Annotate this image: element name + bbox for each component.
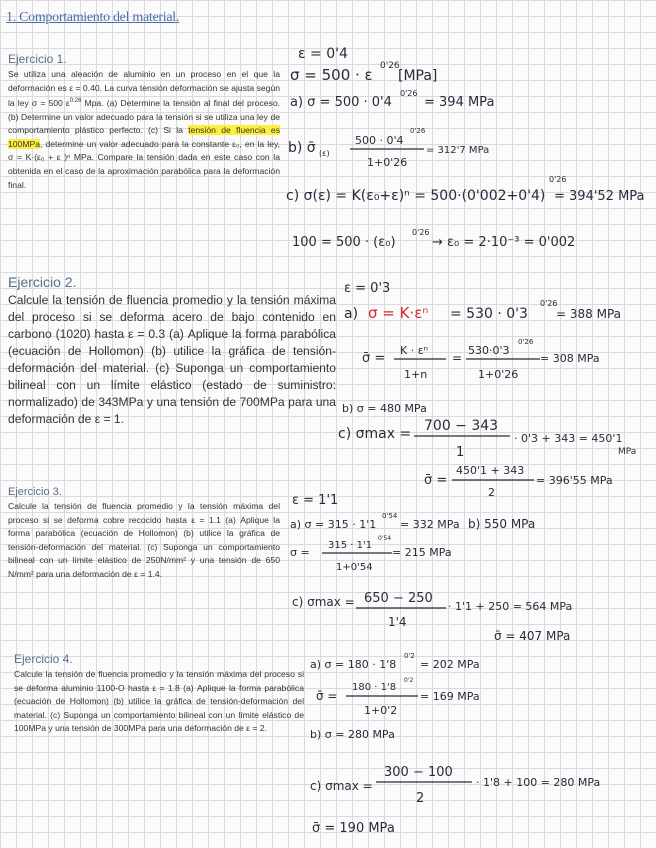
ex4-c-den: 2 <box>416 791 425 806</box>
ex2-a-res2: = 388 MPa <box>556 307 621 321</box>
ex1-a: a) σ = 500 · 0'4 <box>290 95 392 110</box>
ex4-a-exp: 0'2 <box>404 652 415 660</box>
exercise-4-text: Calcule la tensión de fluencia promedio y la tensión máxima del proceso si se deforma aluminio 1100-O hasta ε = 1.8 (a) Aplique la forma parabólica (ecuación de Hollomon) (b) utilice la gráfica de tensión-deformación del material. (c) Suponga un comportamiento bilineal con un límite elástico de 100MPa y una tensión de 300MPa para una deformación de ε = 2. <box>14 669 304 734</box>
ex4-mean-res: = 169 MPa <box>420 690 480 703</box>
ex2-mean-num2: 530·0'3 <box>468 344 510 357</box>
ex1-e0-exp: 0'26 <box>412 228 430 237</box>
ex2-mean-num2-exp: 0'26 <box>518 338 534 346</box>
ex4-mean-lhs: σ̄ = <box>316 689 338 703</box>
ex1-c: c) σ(ε) = K(ε₀+ε)ⁿ = 500·(0'002+0'4) <box>286 188 546 204</box>
ex1-b-res: = 312'7 MPa <box>426 145 490 156</box>
ex2-b: b) σ = 480 MPa <box>342 402 427 415</box>
exercise-1-highlight: tensión de fluencia es 100MPa <box>8 125 280 149</box>
ex4-b: b) σ = 280 MPa <box>310 728 395 741</box>
ex2-a-red-formula: σ = K·εⁿ <box>368 304 429 322</box>
ex2-a-res: = 530 · 0'3 <box>450 306 528 322</box>
exercise-2-title: Ejercicio 2. <box>8 274 77 290</box>
ex1-e0-res: → ε₀ = 2·10⁻³ = 0'002 <box>432 235 576 250</box>
ex2-mean-lhs: σ̄ = <box>362 351 386 366</box>
ex1-eps: ε = 0'4 <box>298 46 348 62</box>
ex3-a-res: = 332 MPa <box>400 518 460 531</box>
ex3-c-lhs: c) σmax = <box>292 595 355 609</box>
exercise-1-text-mid: Mpa. (a) Determine la tensión al final del proceso. (b) Determine un valor adecuado para la tensión si se utiliza una ley de comportamiento plástico perfecto. (c) Si la <box>8 98 280 136</box>
page-title: 1. Comportamiento del material. <box>6 10 180 25</box>
ex1-b-num-exp: 0'26 <box>410 127 426 135</box>
exercise-4-title: Ejercicio 4. <box>14 652 73 666</box>
ex3-mean-num-exp: 0'54 <box>378 535 392 542</box>
ex3-c-num: 650 − 250 <box>364 591 433 606</box>
exercise-3-text: Calcule la tensión de fluencia promedio y la tensión máxima del proceso si se deforma cobre recocido hasta ε = 1.1 (a) Aplique la forma parabólica (ecuación de Hollomon) (b) utilice la gráfica de tensión-deformación del material. (c) Suponga un comportamiento bilineal con un límite elástico de 250N/mm² y una tensión de 650 N/mm² para una deformación de ε = 1.4. <box>8 501 280 579</box>
ex2-c-res: · 0'3 + 343 = 450'1 <box>514 432 623 445</box>
ex1-law-exp: 0'26 <box>380 61 400 71</box>
exercise-3-title: Ejercicio 3. <box>8 486 62 498</box>
ex4-c-lhs: c) σmax = <box>310 779 373 793</box>
ex3-a-exp: 0'54 <box>382 512 398 520</box>
ex2-mean-num1: K · εⁿ <box>400 344 429 357</box>
exercise-1-text-after: , determine un valor adecuado para la constante ε₀, en la ley, σ = K·(ε₀ + ε )ⁿ MPa. Compare la tensión dada en este caso con la obtenida en el caso de la aproximación parabólica para la deformación final. <box>8 138 280 190</box>
ex4-a-res: = 202 MPa <box>420 658 480 671</box>
ex1-e0: 100 = 500 · (ε₀) <box>292 235 396 250</box>
ex2-avg-num: 450'1 + 343 <box>456 464 525 477</box>
ex3-mean-lhs: σ = <box>290 546 310 559</box>
ex1-a-exp: 0'26 <box>400 89 418 98</box>
ex2-mean-res: = 308 MPa <box>540 352 600 365</box>
ex1-law-unit: [MPa] <box>398 68 438 84</box>
ex2-avg-den: 2 <box>488 486 495 499</box>
ex2-avg-res: = 396'55 MPa <box>536 474 613 487</box>
ex1-b-lhs: b) σ̄ <box>288 140 316 156</box>
ex3-solution <box>290 493 572 643</box>
ex3-b: b) 550 MPa <box>468 517 536 531</box>
ex3-mean-num: 315 · 1'1 <box>328 540 373 551</box>
ex2-c-lhs: c) σmax = <box>338 426 412 442</box>
ex1-c-exp: 0'26 <box>549 175 567 184</box>
ex4-c-res: · 1'8 + 100 = 280 MPa <box>476 776 601 789</box>
ex2-a-exp: 0'26 <box>540 299 558 308</box>
ex4-mean-num-exp: 0'2 <box>404 677 414 684</box>
ex1-b-sub: (ε) <box>319 149 330 158</box>
ex4-c-num: 300 − 100 <box>384 765 453 780</box>
ex3-c-den: 1'4 <box>388 615 407 629</box>
ex3-mean-res: = 215 MPa <box>392 546 452 559</box>
ex4-a: a) σ = 180 · 1'8 <box>310 658 397 671</box>
ex1-b-den: 1+0'26 <box>367 156 408 169</box>
ex1-b-num: 500 · 0'4 <box>355 134 404 147</box>
ex3-a: a) σ = 315 · 1'1 <box>290 518 377 531</box>
ex2-mean-den1: 1+n <box>404 368 428 381</box>
ex2-mean-den2: 1+0'26 <box>478 368 519 381</box>
exercise-1-text-before: Se utiliza una aleación de aluminio en un proceso en el que la deformación es ε = 0.40. La curva tensión deformación se ajusta según la ley σ = 500 ε <box>8 69 280 109</box>
ex2-c-unit: MPa <box>618 447 637 457</box>
ex4-mean-den: 1+0'2 <box>364 704 398 717</box>
ex2-solution <box>338 281 636 499</box>
exercise-1-title: Ejercicio 1. <box>8 52 67 66</box>
ex3-eps: ε = 1'1 <box>292 493 339 508</box>
ex4-solution <box>310 652 600 836</box>
ex1-c-res: = 394'52 MPa <box>554 189 645 204</box>
exercise-1-exponent: 0.26 <box>69 98 82 105</box>
ex2-eq: = <box>452 351 463 365</box>
ex2-c-den: 1 <box>456 445 465 460</box>
ex2-a-label: a) <box>344 306 359 322</box>
ex1-law: σ = 500 · ε <box>290 66 373 84</box>
ex3-c-res: · 1'1 + 250 = 564 MPa <box>448 600 573 613</box>
ex3-avg: σ̄ = 407 MPa <box>494 629 571 643</box>
ex1-a-res: = 394 MPa <box>424 95 495 110</box>
ex3-mean-den: 1+0'54 <box>336 562 373 573</box>
exercise-2-text: Calcule la tensión de fluencia promedio y la tensión máxima del proceso si se deforma acero de bajo contenido en carbono (1020) hasta ε = 0.3 (a) Aplique la forma parabólica (ecuación de Hollomon) (b) utilice la gráfica de tensión-deformación del material. (c) Suponga un comportamiento bilineal con un límite elástico (estado de suministro: normalizado) de 343MPa y una tensión de 700MPa para una deformación de ε = 1. <box>8 293 336 426</box>
ex2-eps: ε = 0'3 <box>344 281 391 296</box>
ex1-solution <box>286 46 645 250</box>
ex2-c-num: 700 − 343 <box>424 418 499 434</box>
ex2-avg-lhs: σ̄ = <box>424 473 448 488</box>
ex4-mean-num: 180 · 1'8 <box>352 682 397 693</box>
ex4-avg: σ̄ = 190 MPa <box>312 821 395 836</box>
